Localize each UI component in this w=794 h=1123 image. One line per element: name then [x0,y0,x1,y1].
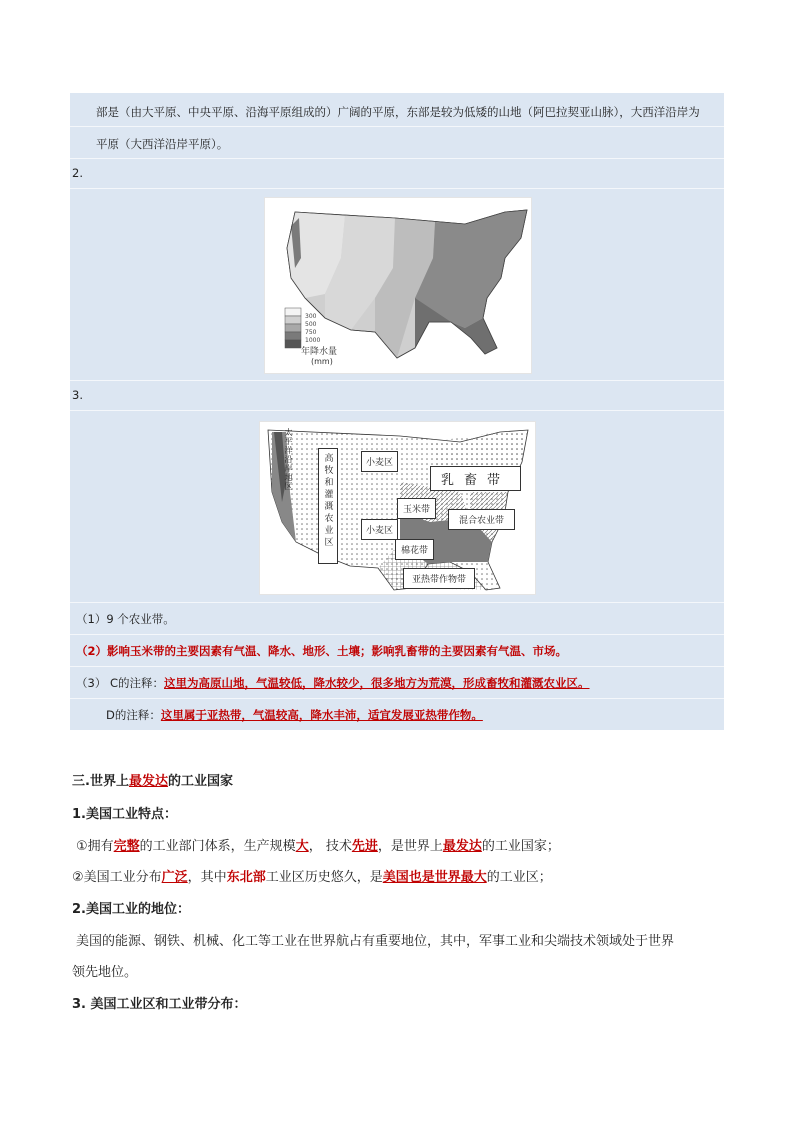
legend-title: 年降水量 [301,347,338,357]
answer-1: （1）9 个农业带。 [76,612,175,626]
row-divider [70,188,724,189]
heading-features: 1.美国工业特点： [72,807,177,822]
row-divider [70,634,724,635]
label-corn-belt: 玉米带 [397,498,436,519]
row-divider [70,410,724,411]
status-text-line2: 领先地位。 [72,965,138,980]
answer-4 [106,707,483,723]
label-mixed-farming: 混合农业带 [448,509,515,530]
agriculture-map [259,421,536,595]
legend-unit: (mm) [311,357,333,366]
answer-2: （2）影响玉米带的主要因素有气温、降水、地形、土壤；影响乳畜带的主要因素有气温、市场。 [76,644,567,658]
item-number-2: 2. [72,166,83,180]
row-divider [70,380,724,381]
row-divider [70,126,724,127]
answer-4-prefix: D的注释： [106,708,161,722]
label-cotton-belt: 棉花带 [395,539,434,560]
precipitation-map [264,197,532,374]
answer-4-text: 这里属于亚热带，气温较高，降水丰沛，适宜发展亚热带作物。 [160,708,483,722]
label-alpine-area: 高牧和灌溉农业区 [318,448,338,564]
section-title-highlight: 最发达 [128,774,168,789]
answer-3-text: 这里为高原山地，气温较低，降水较少，很多地方为荒漠，形成畜牧和灌溉农业区。 [164,676,590,690]
answer-3 [76,675,590,691]
row-divider [70,666,724,667]
legend-value: 300 [305,313,317,320]
row-divider [70,158,724,159]
heading-industrial-zones: 3. 美国工业区和工业带分布： [72,997,247,1012]
feature-1: ①拥有完整的工业部门体系，生产规模大， 技术先进，是世界上最发达的工业国家； [76,839,560,854]
label-wheat-area-2: 小麦区 [361,519,398,540]
row-divider [70,698,724,699]
status-text-line1: 美国的能源、钢铁、机械、化工等工业在世界航占有重要地位，其中，军事工业和尖端技术领域处于世界 [76,934,675,949]
answer-3-prefix: （3） C的注释： [76,676,165,690]
row-divider [70,602,724,603]
terrain-text-line1: 部是（由大平原、中央平原、沿海平原组成的）广阔的平原，东部是较为低矮的山地（阿巴拉契亚山脉），大西洋沿岸为 [96,105,700,119]
feature-2: ②美国工业分布广泛，其中东北部工业区历史悠久，是美国也是世界最大的工业区； [72,870,552,885]
legend-value: 750 [305,329,317,336]
label-subtropical-belt: 亚热带作物带 [403,568,475,589]
label-pacific-coast: 太平洋沿岸地区 [284,428,293,491]
item-number-3: 3. [72,388,83,402]
legend-value: 1000 [305,337,321,344]
terrain-text-line2: 平原（大西洋沿岸平原）。 [96,137,229,151]
heading-status: 2.美国工业的地位： [72,902,190,917]
label-wheat-area-1: 小麦区 [361,451,398,472]
legend-value: 500 [305,321,317,328]
label-dairy-belt: 乳畜带 [430,466,521,491]
section-title: 三.世界上最发达的工业国家 [72,774,233,789]
